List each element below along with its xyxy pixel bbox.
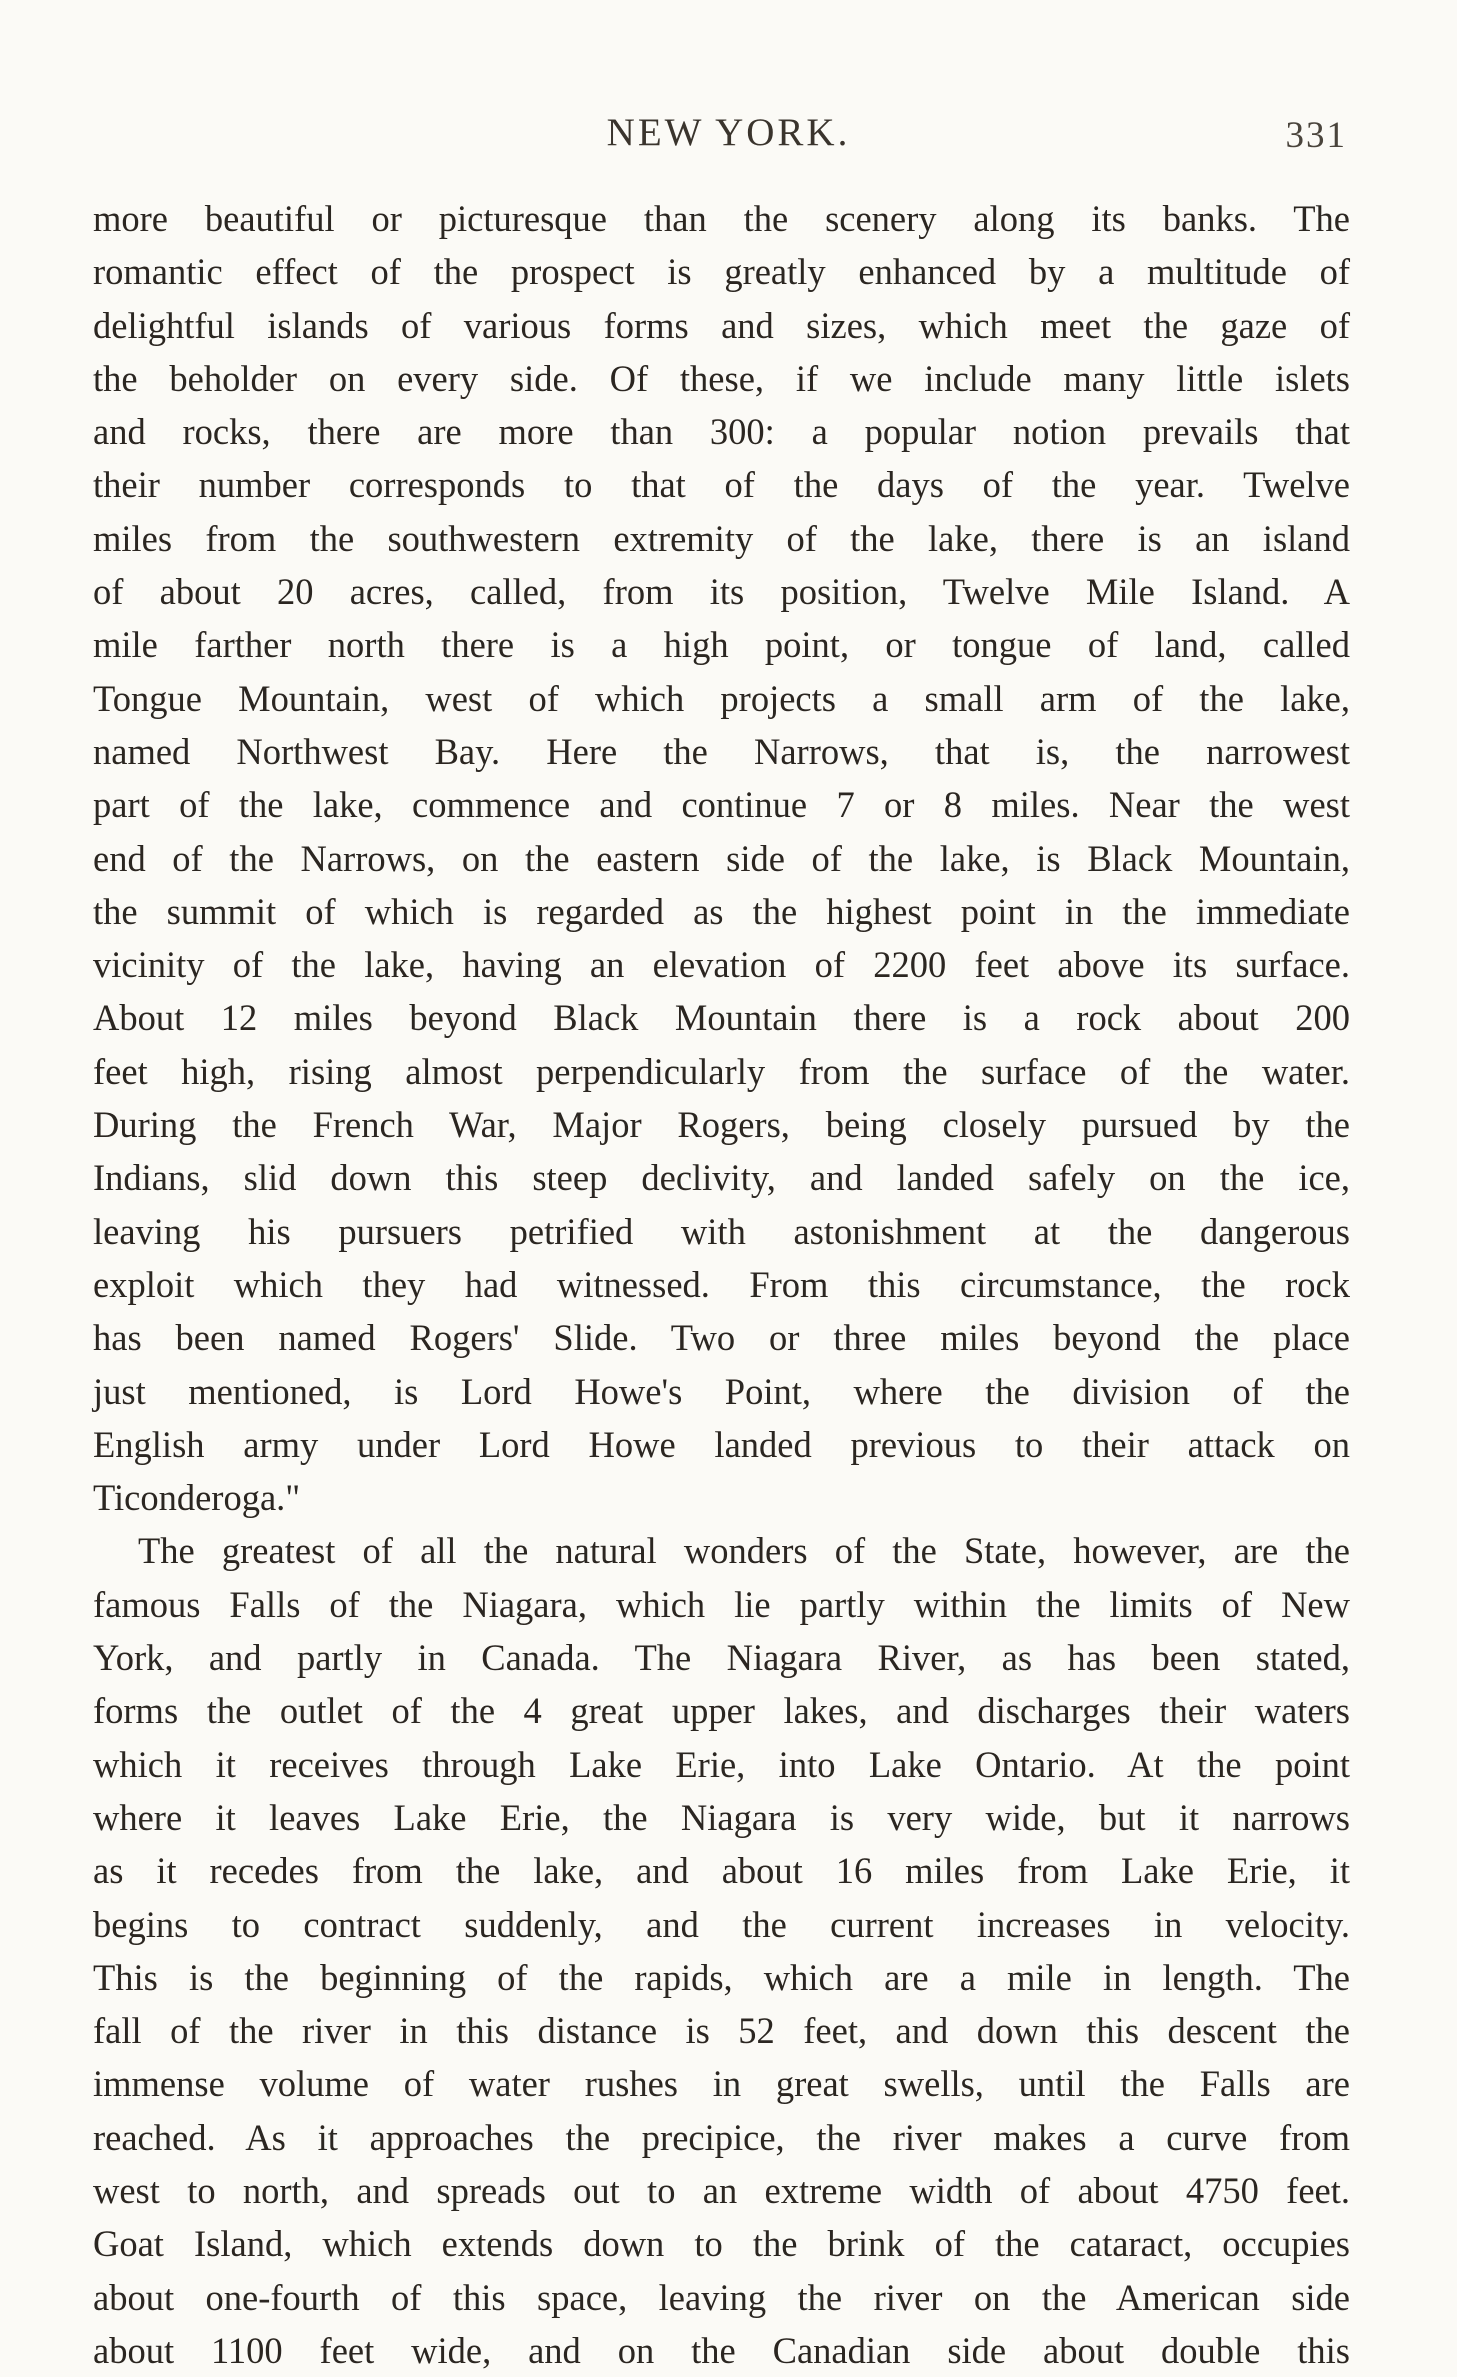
text-line: about 1100 feet wide, and on the Canadian side about double this bbox=[93, 2329, 1350, 2371]
text-line: York, and partly in Canada. The Niagara River, as has been stated, bbox=[93, 1637, 1350, 1679]
text-line: vicinity of the lake, having an elevation of 2200 feet above its surface. bbox=[93, 944, 1350, 986]
text-line: During the French War, Major Rogers, being closely pursued by the bbox=[93, 1104, 1350, 1146]
text-line: just mentioned, is Lord Howe's Point, where the division of the bbox=[93, 1370, 1350, 1412]
text-line: exploit which they had witnessed. From this circumstance, the rock bbox=[93, 1263, 1350, 1305]
text-line: of about 20 acres, called, from its position, Twelve Mile Island. A bbox=[93, 571, 1350, 613]
text-line: reached. As it approaches the precipice, the river makes a curve from bbox=[93, 2116, 1350, 2158]
text-line: part of the lake, commence and continue 7 or 8 miles. Near the west bbox=[93, 784, 1350, 826]
running-head bbox=[0, 110, 1457, 170]
text-line: begins to contract suddenly, and the current increases in velocity. bbox=[93, 1903, 1350, 1945]
text-line: as it recedes from the lake, and about 16 miles from Lake Erie, it bbox=[93, 1850, 1350, 1892]
paragraph-start-line: The greatest of all the natural wonders of the State, however, are the bbox=[138, 1530, 1350, 1572]
text-line: Tongue Mountain, west of which projects a small arm of the lake, bbox=[93, 677, 1350, 719]
text-line: leaving his pursuers petrified with astonishment at the dangerous bbox=[93, 1210, 1350, 1252]
text-line: has been named Rogers' Slide. Two or three miles beyond the place bbox=[93, 1317, 1350, 1359]
text-line: their number corresponds to that of the days of the year. Twelve bbox=[93, 464, 1350, 506]
text-line: forms the outlet of the 4 great upper lakes, and discharges their waters bbox=[93, 1690, 1350, 1732]
text-line: English army under Lord Howe landed previous to their attack on bbox=[93, 1423, 1350, 1465]
text-line: delightful islands of various forms and sizes, which meet the gaze of bbox=[93, 304, 1350, 346]
text-line: Indians, slid down this steep declivity, and landed safely on the ice, bbox=[93, 1157, 1350, 1199]
text-line: and rocks, there are more than 300: a popular notion prevails that bbox=[93, 411, 1350, 453]
text-line: miles from the southwestern extremity of the lake, there is an island bbox=[93, 517, 1350, 559]
text-line: end of the Narrows, on the eastern side of the lake, is Black Mountain, bbox=[93, 837, 1350, 879]
text-line: romantic effect of the prospect is greatly enhanced by a multitude of bbox=[93, 251, 1350, 293]
running-title: NEW YORK. bbox=[606, 111, 851, 154]
text-line: where it leaves Lake Erie, the Niagara is very wide, but it narrows bbox=[93, 1796, 1350, 1838]
text-line: This is the beginning of the rapids, which are a mile in length. The bbox=[93, 1956, 1350, 1998]
text-line: feet high, rising almost perpendicularly from the surface of the water. bbox=[93, 1050, 1350, 1092]
text-line: immense volume of water rushes in great swells, until the Falls are bbox=[93, 2063, 1350, 2105]
text-line: about one-fourth of this space, leaving the river on the American side bbox=[93, 2276, 1350, 2318]
paragraph-end-line: Ticonderoga." bbox=[93, 1477, 301, 1519]
body-text bbox=[93, 192, 1350, 2377]
text-line: About 12 miles beyond Black Mountain there is a rock about 200 bbox=[93, 997, 1350, 1039]
text-line: named Northwest Bay. Here the Narrows, that is, the narrowest bbox=[93, 730, 1350, 772]
text-line: the summit of which is regarded as the highest point in the immediate bbox=[93, 890, 1350, 932]
text-line: the beholder on every side. Of these, if we include many little islets bbox=[93, 357, 1350, 399]
page-number: 331 bbox=[1285, 115, 1347, 156]
text-line: which it receives through Lake Erie, into Lake Ontario. At the point bbox=[93, 1743, 1350, 1785]
text-line: west to north, and spreads out to an extreme width of about 4750 feet. bbox=[93, 2169, 1350, 2211]
text-line: mile farther north there is a high point, or tongue of land, called bbox=[93, 624, 1350, 666]
text-line: fall of the river in this distance is 52 feet, and down this descent the bbox=[93, 2010, 1350, 2052]
text-line: more beautiful or picturesque than the scenery along its banks. The bbox=[93, 198, 1350, 239]
text-line: Goat Island, which extends down to the brink of the cataract, occupies bbox=[93, 2223, 1350, 2265]
text-line: famous Falls of the Niagara, which lie partly within the limits of New bbox=[93, 1583, 1350, 1625]
